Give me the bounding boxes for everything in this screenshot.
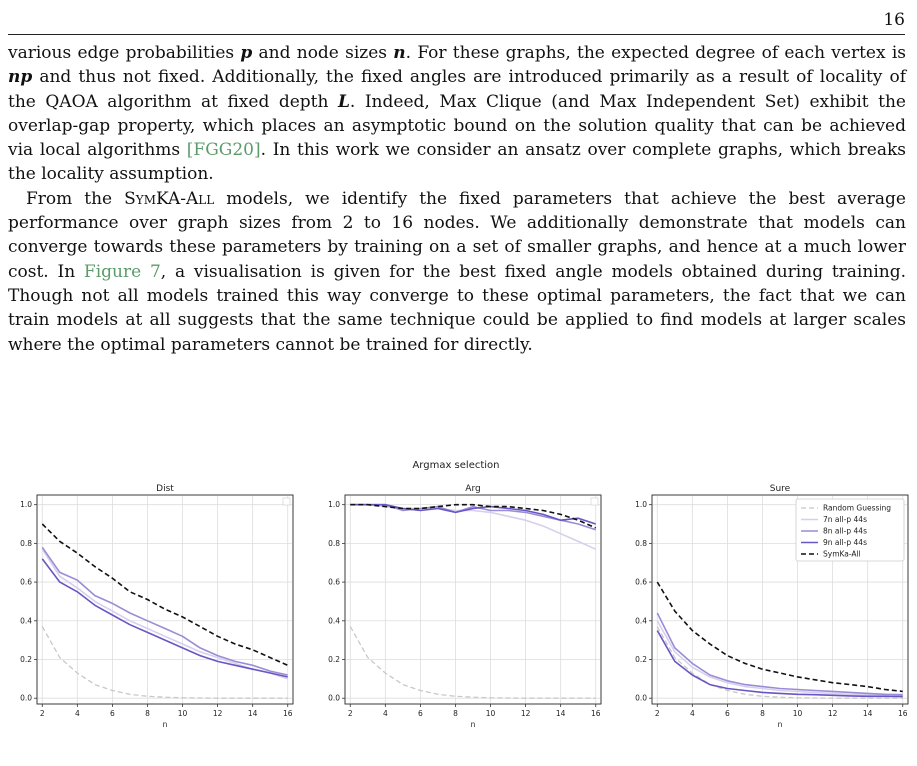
- y-tick-label: 0.0: [20, 693, 32, 703]
- subplot-title: Dist: [156, 484, 174, 494]
- y-tick-label: 1.0: [635, 500, 647, 510]
- x-tick-label: 16: [897, 709, 908, 718]
- x-tick-label: 6: [725, 709, 730, 718]
- y-tick-label: 0.2: [20, 654, 32, 664]
- y-tick-label: 0.0: [328, 693, 340, 703]
- x-tick-label: 12: [212, 709, 223, 718]
- subplot-arg: [328, 484, 601, 729]
- x-tick-label: 2: [347, 709, 353, 718]
- x-tick-label: 4: [689, 709, 695, 718]
- x-tick-label: 6: [418, 709, 423, 718]
- x-tick-label: 14: [555, 709, 566, 718]
- y-tick-label: 0.6: [20, 577, 32, 587]
- figure-reference-link[interactable]: Figure 7: [83, 261, 161, 282]
- y-tick-label: 1.0: [20, 500, 32, 510]
- paragraph-1: various edge probabilities p and node sizes n. For these graphs, the expected degree of each vertex is np and thus not fixed. Additionally, the fixed angles are introduced primarily as a result of locality of the QAOA algorithm at fixed depth L. Indeed, Max Clique (and Max Independent Set) exhibit the overlap-gap property, which places an asymptotic bound on the solution quality that can be achieved via local algorithms [FGG20]. In this work we consider an ansatz over complete graphs, which breaks the locality assumption.: [8, 43, 906, 185]
- empty-legend-box: [283, 498, 290, 505]
- x-tick-label: 12: [827, 709, 838, 718]
- legend-label: SymKa-All: [823, 549, 861, 559]
- page-header: [8, 8, 905, 35]
- subplot-title: Sure: [769, 484, 791, 494]
- legend-label: 8n all-p 44s: [823, 526, 867, 536]
- y-tick-label: 0.6: [328, 577, 340, 587]
- x-tick-label: 10: [177, 709, 188, 718]
- x-tick-label: 8: [145, 709, 150, 718]
- body-text: [8, 41, 906, 357]
- y-tick-label: 0.6: [635, 577, 647, 587]
- subplot-sure: [635, 484, 908, 729]
- x-tick-label: 16: [590, 709, 601, 718]
- y-tick-label: 0.8: [328, 538, 340, 548]
- figure-7: [0, 455, 917, 755]
- legend-label: Random Guessing: [823, 503, 892, 513]
- x-tick-label: 16: [282, 709, 293, 718]
- x-axis-label: n: [777, 720, 783, 729]
- figure-suptitle: Argmax selection: [412, 460, 500, 471]
- x-tick-label: 2: [39, 709, 45, 718]
- x-axis-label: n: [470, 720, 476, 729]
- figure-svg: [0, 455, 917, 755]
- x-tick-label: 14: [862, 709, 873, 718]
- y-tick-label: 0.4: [635, 616, 647, 626]
- x-tick-label: 4: [74, 709, 80, 718]
- y-tick-label: 0.2: [328, 654, 340, 664]
- plot-frame: [37, 495, 293, 704]
- subplot-dist: [20, 484, 293, 729]
- x-tick-label: 10: [485, 709, 496, 718]
- x-tick-label: 12: [520, 709, 531, 718]
- page-number: 16: [883, 10, 905, 30]
- x-tick-label: 6: [110, 709, 115, 718]
- y-tick-label: 0.8: [635, 538, 647, 548]
- y-tick-label: 0.8: [20, 538, 32, 548]
- x-tick-label: 10: [792, 709, 803, 718]
- x-tick-label: 8: [453, 709, 458, 718]
- legend: [796, 499, 904, 561]
- x-tick-label: 4: [382, 709, 388, 718]
- empty-legend-box: [591, 498, 598, 505]
- legend-label: 7n all-p 44s: [823, 515, 867, 524]
- y-tick-label: 1.0: [328, 500, 340, 510]
- y-tick-label: 0.4: [20, 616, 32, 626]
- y-tick-label: 0.4: [328, 616, 340, 626]
- x-axis-label: n: [162, 720, 168, 729]
- x-tick-label: 2: [654, 709, 660, 718]
- x-tick-label: 8: [760, 709, 765, 718]
- paragraph-2: From the SymKA-All models, we identify the fixed parameters that achieve the best average performance over graph sizes from 2 to 16 nodes. We additionally demonstrate that models can converge towards these parameters by training on a set of smaller graphs, and hence at a much lower cost. In Figure 7, a visualisation is given for the best fixed angle models obtained during training. Though not all models trained this way converge to these optimal parameters, the fact that we can train models at all suggests that the same technique could be applied to find models at larger scales where the optimal parameters cannot be trained for directly.: [8, 188, 906, 355]
- plot-frame: [345, 495, 601, 704]
- y-tick-label: 0.2: [635, 654, 647, 664]
- y-tick-label: 0.0: [635, 693, 647, 703]
- legend-label: 9n all-p 44s: [823, 538, 867, 547]
- citation-link[interactable]: [FGG20]: [186, 140, 261, 161]
- subplot-title: Arg: [465, 484, 481, 494]
- x-tick-label: 14: [247, 709, 258, 718]
- model-name: SymKA-All: [124, 188, 215, 209]
